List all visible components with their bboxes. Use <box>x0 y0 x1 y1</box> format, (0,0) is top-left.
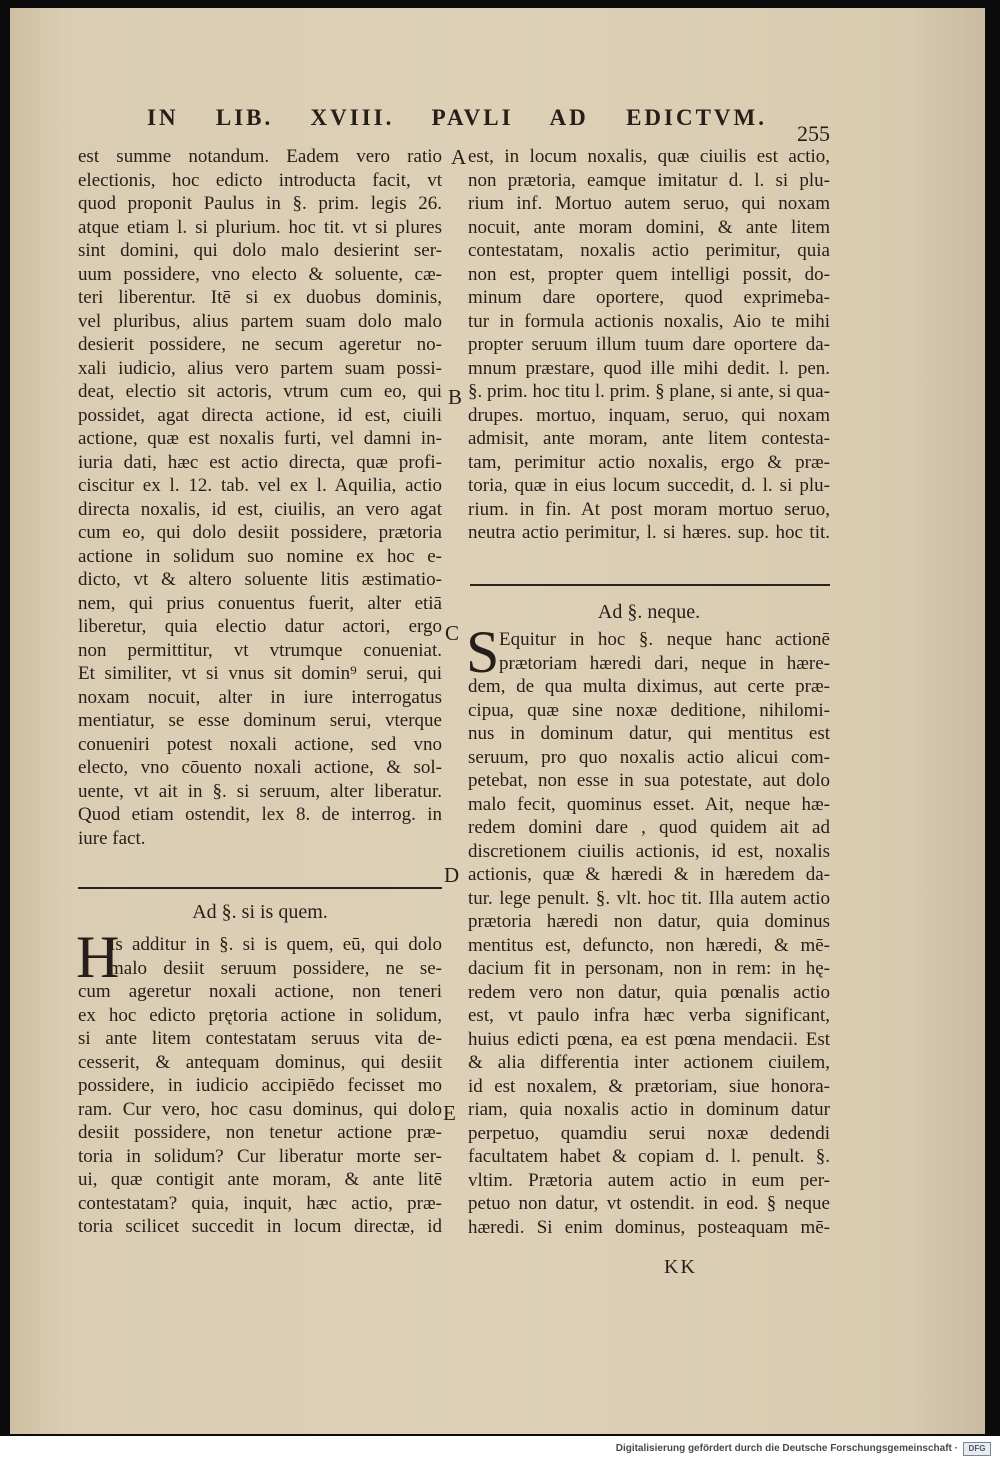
text-line: §. prim. hoc titu l. prim. § plane, si ante, si qua- <box>468 381 830 402</box>
text-line: neutra actio perimitur, l. si hæres. sup. hoc tit. <box>468 522 830 543</box>
text-line: vltim. Prætoria autem actio in eum per- <box>468 1169 830 1191</box>
text-line: uum possidere, vno electo & soluente, cæ- <box>78 263 442 285</box>
section-heading: Ad §. si is quem. <box>192 901 328 923</box>
text-line: quod proponit Paulus in §. prim. legis 26. <box>78 193 442 214</box>
text-line: nus in dominum datur, qui mentitus est <box>468 723 830 744</box>
scanned-page <box>10 8 985 1434</box>
drop-cap: H <box>76 924 120 990</box>
text-line: desiit possidere, non tenetur actione præ- <box>78 1122 442 1143</box>
text-line: desierit possidere, ne secum ageretur no- <box>78 334 442 355</box>
margin-letter: A <box>451 145 467 169</box>
text-line: rium inf. Mortuo autem seruo, qui noxam <box>468 193 830 214</box>
text-line: noxam nocuit, alter in iure interrogatus <box>78 686 442 708</box>
text-line: tur. lege penult. §. vlt. hoc tit. Illa autem actio <box>468 887 830 909</box>
text-line: uente, vt ait in §. si seruum, alter liberatur. <box>78 780 442 802</box>
text-line: petuo non datur, vt ostendit. in eod. § neque <box>468 1193 830 1214</box>
text-line: contestatam? quia, inquit, hæc actio, præ- <box>78 1192 442 1214</box>
text-line: & alia differentia inter actionem ciuilem, <box>468 1052 830 1073</box>
text-line: discretionem ciuilis actionis, id est, noxalis <box>468 840 830 862</box>
text-line: cum ageretur noxali actione, non teneri <box>78 981 442 1002</box>
running-title: IN LIB. XVIII. PAVLI AD EDICTVM. <box>147 105 767 130</box>
text-line: propter seruum illum tuum dare oportere da- <box>468 334 830 355</box>
text-line: rium. in fin. At post moram mortuo seruo, <box>468 498 830 520</box>
text-line: electo, vno cōuento noxali actione, & sol- <box>78 757 442 778</box>
text-line: mentitus est, defuncto, non hæredi, & mē- <box>468 934 830 956</box>
text-line: prætoriam hæredi dari, neque in hære- <box>499 652 830 674</box>
text-line: actionis, quæ & hæredi & in hæredem da- <box>468 864 830 885</box>
text-line: dem, de qua multa diximus, aut certe præ- <box>468 676 830 697</box>
margin-letter: E <box>443 1101 456 1125</box>
text-line: huius edicti pœna, ea est pœna mendacii. Est <box>468 1028 830 1050</box>
text-line: conueniri potest noxali actione, sed vno <box>78 733 442 755</box>
text-line: tam, perimitur actio noxalis, ergo & præ- <box>468 451 830 473</box>
text-line: possidere, in iudicio accipiēdo fecisset mo <box>78 1075 442 1096</box>
section-heading: Ad §. neque. <box>597 601 701 623</box>
margin-letter: C <box>445 621 460 645</box>
text-line: drupes. mortuo, inquam, seruo, qui noxam <box>468 404 830 426</box>
text-line: sint domini, qui dolo malo desierint ser- <box>78 240 442 261</box>
text-line: minum dare oportere, quod exprimeba- <box>468 287 830 308</box>
right-column-text <box>468 145 830 545</box>
margin-letter: B <box>448 385 463 409</box>
text-line: prætoria hæredi non datur, quia dominus <box>468 911 830 932</box>
text-line: non permittitur, vt vtrumque conueniat. <box>78 639 442 661</box>
text-line: cesserit, & antequam dominus, qui desiit <box>78 1051 442 1073</box>
text-line: possidet, agat directa actione, id est, ciuili <box>78 404 442 426</box>
text-line: si ante litem contestatam seruus vita de- <box>78 1028 442 1049</box>
funding-credit: Digitalisierung gefördert durch die Deutsche Forschungsgemeinschaft · <box>615 1443 958 1454</box>
text-line: est, vt paulo infra hæc verba significant, <box>468 1005 830 1026</box>
text-line: actione, quæ est noxalis furti, vel damni in- <box>78 428 442 449</box>
text-line: toria, quæ in eius locum succedit, d. l. si plu- <box>468 475 830 496</box>
text-line: deat, electio sit actoris, vtrum cum eo, qui <box>78 381 442 402</box>
footer-bar <box>0 1436 1000 1463</box>
text-line: ex hoc edicto prętoria actione in solidum, <box>78 1004 442 1026</box>
text-line: contestatam, noxalis actio perimitur, quia <box>468 240 830 261</box>
text-line: Equitur in hoc §. neque hanc actionē <box>499 629 830 650</box>
text-line: nocuit, ante moram domini, & ante litem <box>468 216 830 238</box>
text-line: perpetuo, quamdiu serui noxæ dedendi <box>468 1122 830 1144</box>
text-line: atque etiam l. si plurium. hoc tit. vt si plures <box>78 216 442 238</box>
page-number: 255 <box>797 121 830 146</box>
text-line: vel pluribus, alius partem suam dolo malo <box>78 310 442 332</box>
text-line: directa noxalis, id est, ciuilis, an vero agat <box>78 498 442 520</box>
text-line: redem vero non datur, quia pœnalis actio <box>468 981 830 1003</box>
text-line: seruum, pro quo noxalis actio alicui com- <box>468 746 830 768</box>
left-section-text <box>76 924 442 1239</box>
text-line: Is additur in §. si is quem, eū, qui dolo <box>109 934 442 955</box>
text-line: ram. Cur vero, hoc casu dominus, qui dolo <box>78 1098 442 1120</box>
text-line: id est noxalem, & prætoriam, siue honora- <box>468 1075 830 1097</box>
text-line: hæredi. Si enim dominus, posteaquam mē- <box>468 1216 830 1238</box>
text-line: nem, qui prius conuentus fuerit, alter etiā <box>78 592 442 614</box>
text-line: admisit, ante moram, ante litem contesta- <box>468 428 830 449</box>
text-line: electionis, hoc edicto introducta facit, vt <box>78 169 442 191</box>
text-line: est summe notandum. Eadem vero ratio <box>78 146 442 167</box>
margin-letter: D <box>444 863 460 887</box>
text-line: liberetur, quia electio datur actori, ergo <box>78 616 442 637</box>
text-line: non est, propter quem intelligi possit, do- <box>468 263 830 285</box>
text-line: iuria dati, hæc est actio directa, quæ profi- <box>78 451 442 473</box>
text-line: mentiatur, se esse dominum serui, vterque <box>78 710 442 731</box>
text-line: Quod etiam ostendit, lex 8. de interrog. in <box>78 804 442 825</box>
text-line: iure fact. <box>78 827 146 849</box>
text-line: riam, quia noxalis actio in dominum datur <box>468 1099 830 1120</box>
text-line: cum eo, qui dolo desiit possidere, prætoria <box>78 522 442 543</box>
text-line: Et similiter, vt si vnus sit domin⁹ serui, qui <box>78 663 442 684</box>
text-line: ciscitur ex l. 12. tab. vel ex l. Aquilia, actio <box>78 475 442 496</box>
text-line: actione in solidum suo nomine ex hoc e- <box>78 545 442 567</box>
text-line: dicto, vt & altero soluente litis æstimatio- <box>78 569 442 590</box>
dfg-logo-icon: DFG <box>963 1442 991 1456</box>
text-line: facultatem habet & copiam d. l. penult. §. <box>468 1146 830 1167</box>
text-line: malo fecit, quominus esset. Ait, neque hæ- <box>468 793 830 815</box>
text-line: tur in formula actionis noxalis, Aio te mihi <box>468 310 830 332</box>
section-divider <box>78 887 442 889</box>
section-divider <box>470 584 830 586</box>
text-line: non prætoria, eamque imitatur d. l. si plu- <box>468 169 830 191</box>
text-line: toria scilicet succedit in locum directæ, id <box>78 1216 442 1237</box>
text-line: petebat, non esse in sua potestate, aut dolo <box>468 770 830 791</box>
text-line: ui, quæ contigit ante moram, & ante litē <box>78 1169 442 1190</box>
right-section-text <box>466 619 830 1239</box>
text-line: cipua, quæ sine noxæ deditione, nihilomi- <box>468 699 830 721</box>
text-line: toria in solidum? Cur liberatur morte ser- <box>78 1145 442 1167</box>
drop-cap: S <box>466 619 500 685</box>
text-line: xali iudicio, alius vero partem suam possi- <box>78 357 442 379</box>
text-line: mnum præstare, quod ille mihi dedit. l. pen. <box>468 357 830 379</box>
catchword: KK <box>664 1256 697 1278</box>
text-line: redem domini dare , quod quidem ait ad <box>468 817 830 838</box>
text-line: est, in locum noxalis, quæ ciuilis est actio, <box>468 146 830 167</box>
text-line: teri liberentur. Itē si ex duobus dominis, <box>78 287 442 308</box>
text-line: malo desiit seruum possidere, ne se- <box>109 957 442 979</box>
text-line: dacium fit in personam, non in rem: in hę- <box>468 958 830 979</box>
left-column-text <box>78 145 442 850</box>
